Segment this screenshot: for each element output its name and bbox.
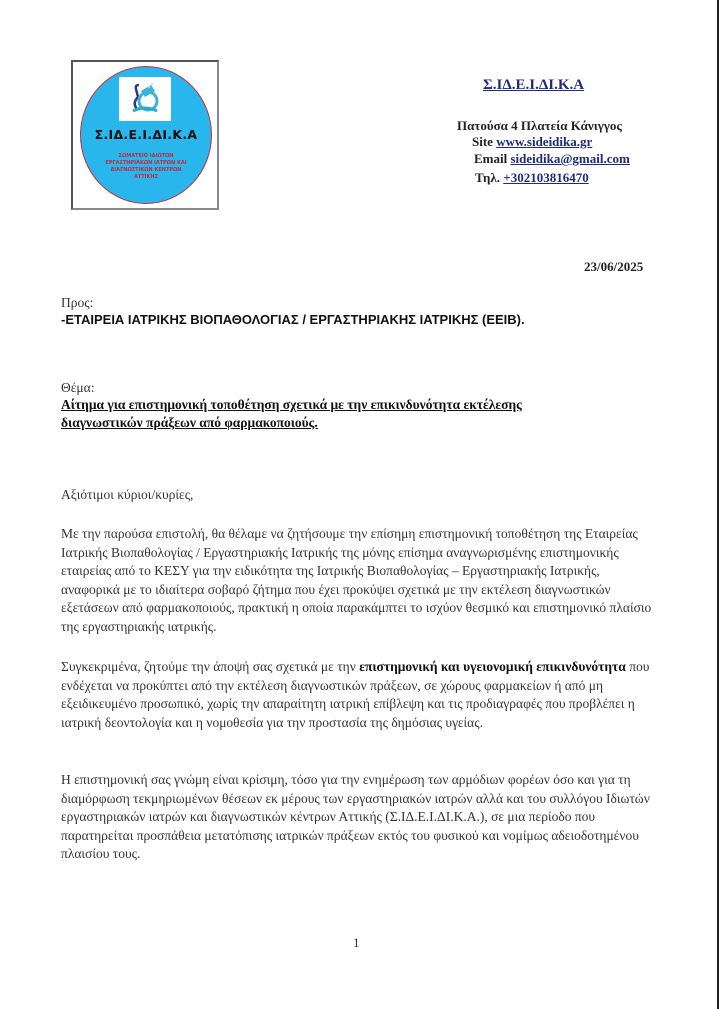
- recipient-label: Προς:: [61, 295, 94, 310]
- logo-subtitle-line: ΣΩΜΑΤΕΙΟ ΙΔΙΩΤΩΝ: [118, 153, 174, 159]
- paragraph-2-emphasis: επιστημονική και υγειονομική επικινδυνότητα: [359, 659, 626, 674]
- subject-line-1: Αίτημα για επιστημονική τοποθέτηση σχετικά με την επικινδυνότητα εκτέλεσης: [61, 397, 522, 412]
- page-number: 1: [353, 935, 360, 950]
- organization-logo: [71, 60, 219, 210]
- subject-line-2b: από φαρμακοποιούς.: [199, 415, 318, 430]
- logo-circle: [80, 66, 212, 204]
- subject-label: Θέμα:: [61, 380, 95, 395]
- website-link[interactable]: www.sideidika.gr: [496, 134, 593, 149]
- logo-subtitle: [81, 153, 211, 181]
- subject-line-2a: διαγνωστικών πράξεων: [61, 415, 196, 430]
- phone-label: Τηλ.: [475, 170, 501, 185]
- greeting: Αξιότιμοι κύριοι/κυρίες,: [61, 487, 194, 502]
- logo-subtitle-line: ΔΙΑΓΝΩΣΤΙΚΩΝ ΚΕΝΤΡΩΝ: [110, 167, 182, 173]
- paragraph-2: [61, 658, 661, 732]
- paragraph-1: Με την παρούσα επιστολή, θα θέλαμε να ζητήσουμε την επίσημη επιστημονική τοποθέτηση της Εταιρείας Ιατρικής Βιοπαθολογίας / Εργαστηριακής Ιατρικής της μόνης επίσημα αναγνωρισμένης επιστημονικής εταιρείας από το ΚΕΣΥ για την ειδικότητα της Ιατρικής Βιοπαθολογίας – Εργαστηριακής Ιατρικής, αναφορικά με το ιδιαίτερα σοβαρό ζήτημα που έχει προκύψει σχετικά με την εκτέλεση διαγνωστικών εξετάσεων από φαρμακοποιούς, πρακτική η οποία παρακάμπτει το ισχύον θεσμικό και επιστημονικό πλαίσιο της εργαστηριακής ιατρικής.: [61, 526, 652, 634]
- website-line: [472, 134, 592, 150]
- recipient: -ΕΤΑΙΡΕΙΑ ΙΑΤΡΙΚΗΣ ΒΙΟΠΑΘΟΛΟΓΙΑΣ / ΕΡΓΑΣΤΗΡΙΑΚΗΣ ΙΑΤΡΙΚΗΣ (ΕΕΙΒ).: [61, 312, 525, 327]
- email-label: Email: [474, 151, 508, 166]
- logo-subtitle-line: ΑΤΤΙΚΗΣ: [133, 174, 159, 180]
- microscope-icon: [119, 77, 171, 121]
- email-line: [474, 151, 630, 167]
- organization-name[interactable]: Σ.ΙΔ.Ε.Ι.ΔΙ.Κ.Α: [483, 77, 585, 93]
- logo-title: Σ.ΙΔ.Ε.Ι.ΔΙ.Κ.Α: [94, 127, 198, 142]
- subject-text: [61, 396, 581, 432]
- phone-line: [475, 170, 589, 186]
- address: Πατούσα 4 Πλατεία Κάνιγγος: [457, 118, 622, 133]
- paragraph-2-rest: που ενδέχεται να προκύπτει από την εκτέλεση διαγνωστικών πράξεων, σε χώρους φαρμακείων ή από μη εξειδικευμένο προσωπικό, χωρίς την απαραίτητη ιατρική επίβλεψη και τις προδιαγραφές που προβλέπει η ιατρική δεοντολογία και η νομοθεσία για την προστασία της δημόσιας υγείας.: [61, 659, 650, 730]
- phone-link[interactable]: +302103816470: [503, 170, 589, 185]
- letter-date: 23/06/2025: [584, 259, 644, 274]
- logo-subtitle-line: ΕΡΓΑΣΤΗΡΙΑΚΩΝ ΙΑΤΡΩΝ ΚΑΙ: [105, 160, 187, 166]
- paragraph-3: Η επιστημονική σας γνώμη είναι κρίσιμη, τόσο για την ενημέρωση των αρμόδιων φορέων όσο και για τη διαμόρφωση τεκμηριωμένων θέσεων εκ μέρους των εργαστηριακών ιατρών αλλά και του συλλόγου Ιδιωτών εργαστηριακών ιατρών και διαγνωστικών κέντρων Αττικής (Σ.ΙΔ.Ε.Ι.ΔΙ.Κ.Α.), σε μια περίοδο που παρατηρείται προσπάθεια μετατόπισης ιατρικών πράξεων εκτός του φυσικού και νομίμως αδειοδοτημένου πλαισίου τους.: [61, 772, 650, 861]
- email-link[interactable]: sideidika@gmail.com: [510, 151, 630, 166]
- website-label: Site: [472, 134, 493, 149]
- paragraph-2-intro: Συγκεκριμένα, ζητούμε την άποψή σας σχετικά με την: [61, 659, 360, 674]
